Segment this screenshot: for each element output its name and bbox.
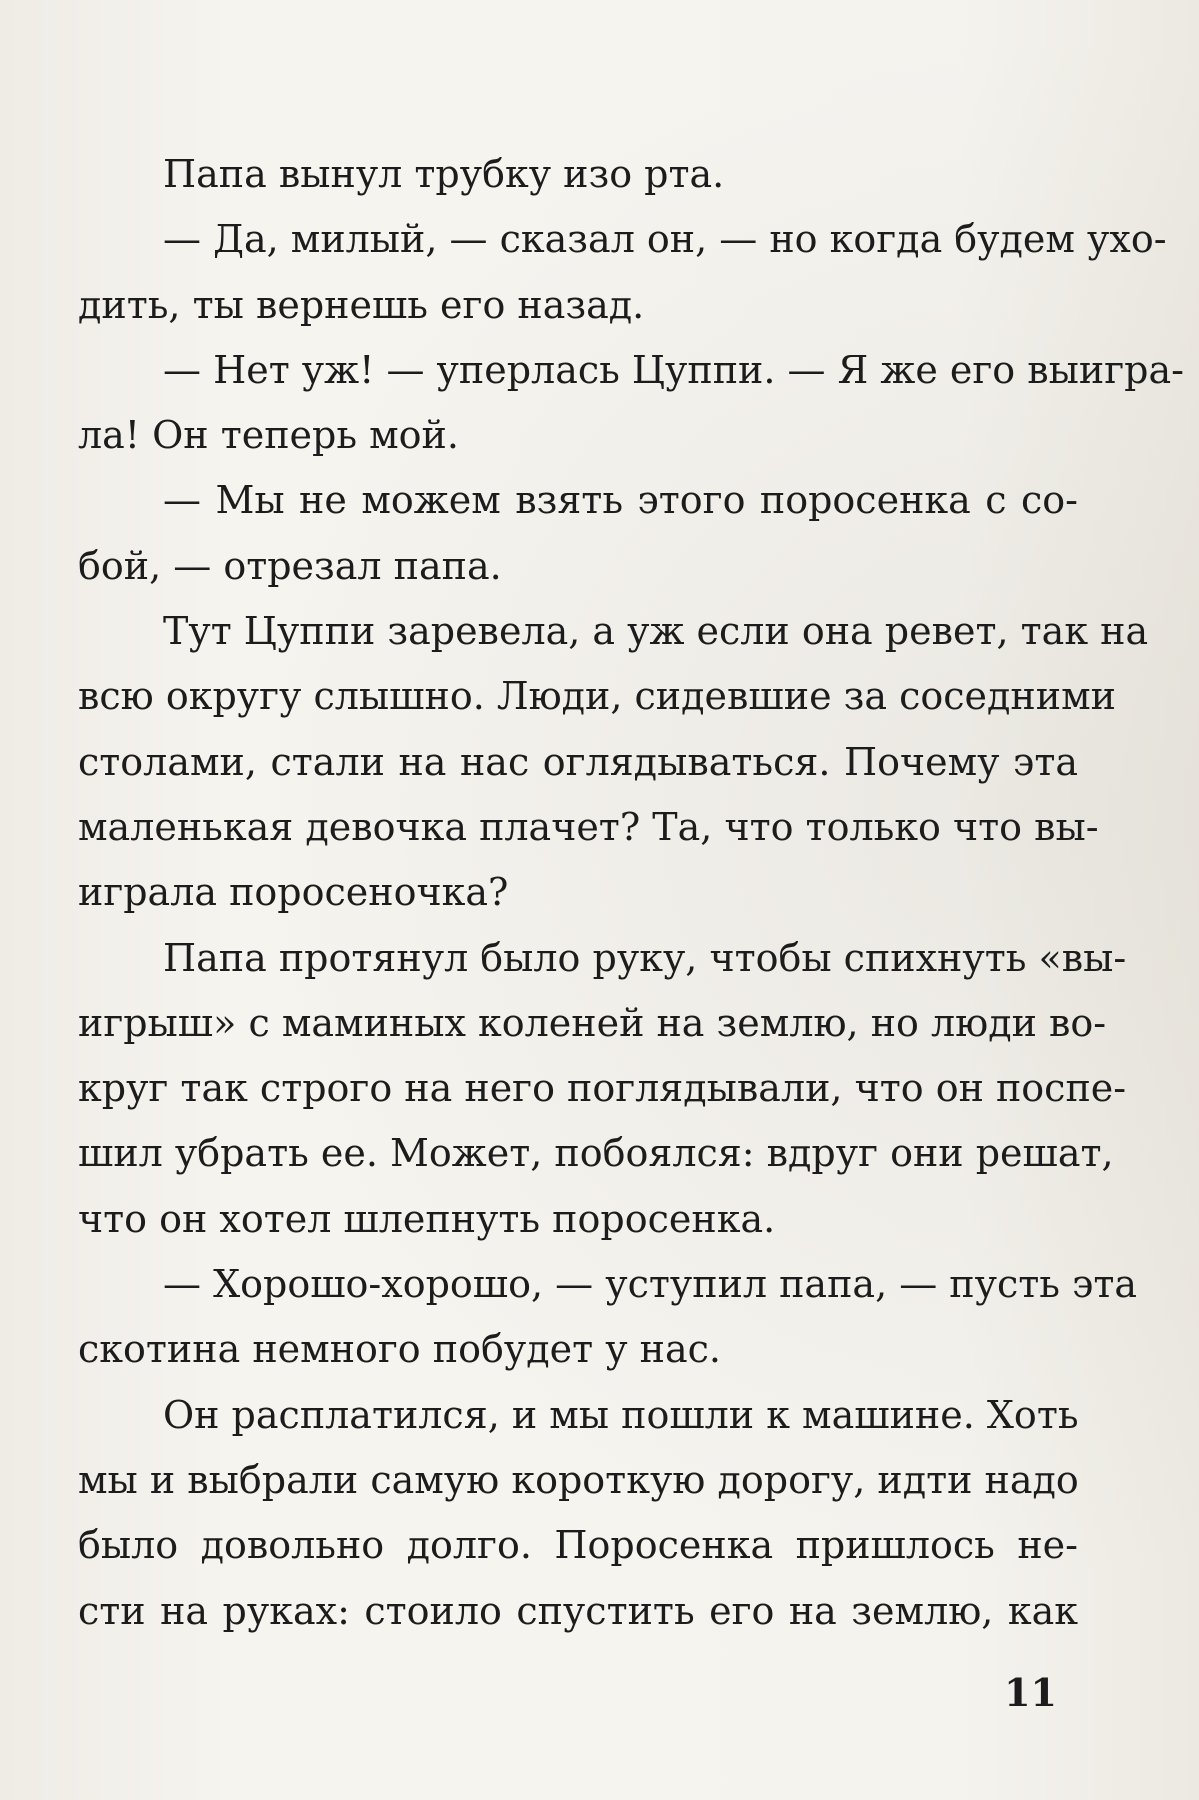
text-line: — Нет уж! — уперлась Цуппи. — Я же его выигра- <box>163 347 1184 392</box>
text-line: мы и выбрали самую короткую дорогу, идти надо <box>78 1457 1079 1502</box>
text-line: Тут Цуппи заревела, а уж если она ревет, так на <box>163 609 1149 654</box>
text-line: — Да, милый, — сказал он, — но когда будем ухо- <box>163 217 1167 262</box>
text-line: дить, ты вернешь его назад. <box>78 282 645 327</box>
text-line: играла поросеночка? <box>78 870 509 915</box>
text-line: бой, — отрезал папа. <box>78 543 502 588</box>
text-line: ла! Он теперь мой. <box>78 413 459 458</box>
text-line: что он хотел шлепнуть поросенка. <box>78 1196 776 1241</box>
text-line: — Хорошо-хорошо, — уступил папа, — пусть эта <box>163 1262 1138 1307</box>
text-line: шил убрать ее. Может, побоялся: вдруг они решат, <box>78 1131 1114 1176</box>
text-line: Папа протянул было руку, чтобы спихнуть «вы- <box>163 935 1127 980</box>
text-line: сти на руках: стоило спустить его на землю, как <box>78 1588 1078 1633</box>
page-number: 11 <box>1004 1670 1057 1715</box>
text-line: круг так строго на него поглядывали, что он поспе- <box>78 1066 1127 1111</box>
body-text <box>78 142 1184 1644</box>
text-line: было довольно долго. Поросенка пришлось не- <box>78 1523 1078 1568</box>
text-line: всю округу слышно. Люди, сидевшие за соседними <box>78 674 1116 719</box>
text-line: столами, стали на нас оглядываться. Почему эта <box>78 739 1078 784</box>
text-line: игрыш» с маминых коленей на землю, но люди во- <box>78 1000 1107 1045</box>
text-line: Он расплатился, и мы пошли к машине. Хоть <box>163 1392 1079 1437</box>
text-line: — Мы не можем взять этого поросенка с со- <box>163 478 1078 523</box>
text-line: маленькая девочка плачет? Та, что только что вы- <box>78 804 1099 849</box>
text-line: скотина немного побудет у нас. <box>78 1327 721 1372</box>
text-line: Папа вынул трубку изо рта. <box>163 152 725 196</box>
